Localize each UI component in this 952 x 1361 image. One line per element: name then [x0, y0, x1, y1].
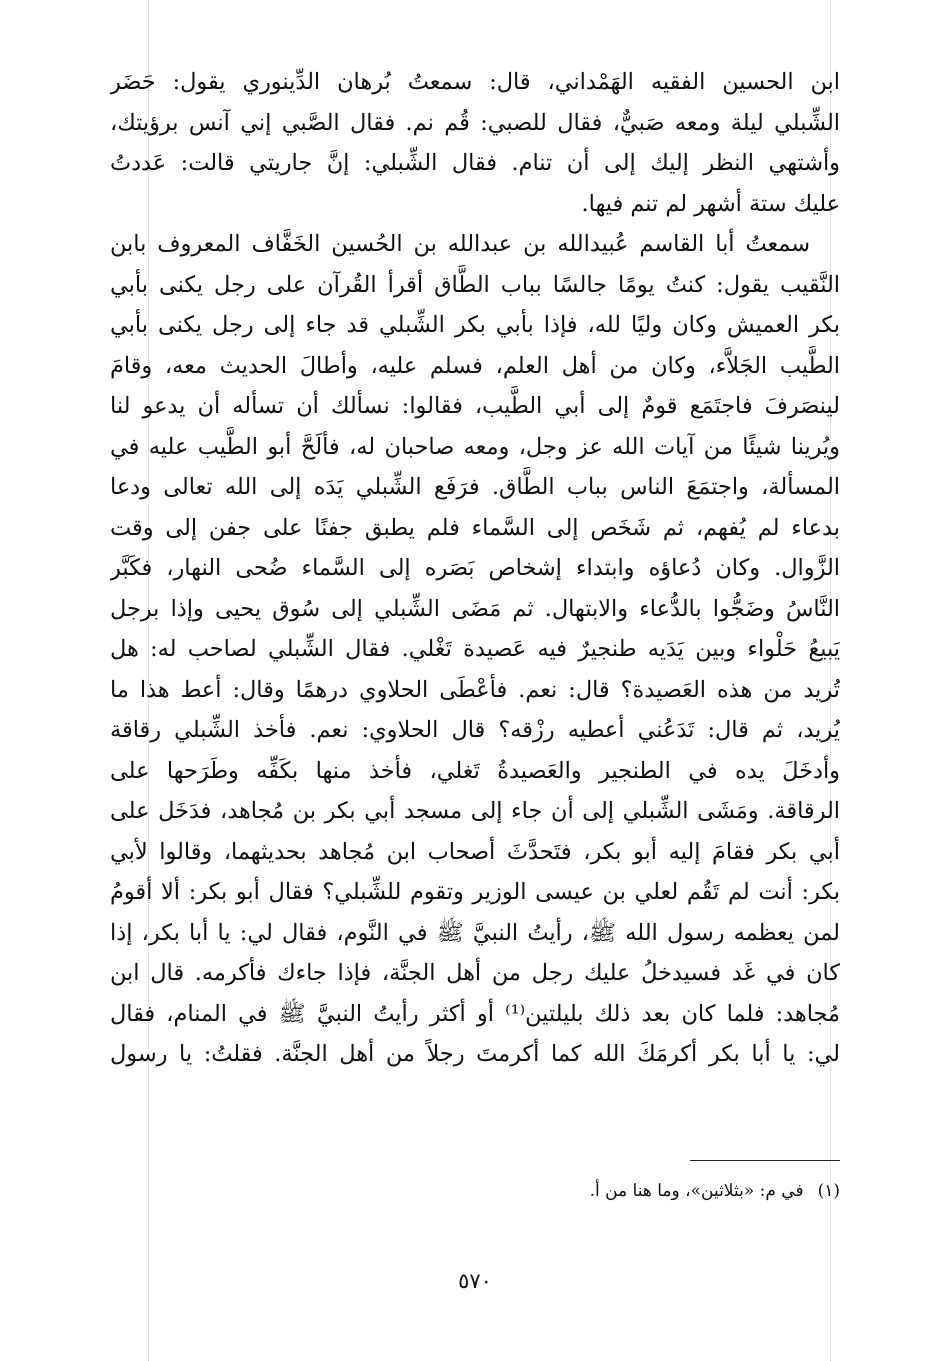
text-line: الزَّوال. وكان دُعاؤه وابتداء إشخاص بَصَره إلى السَّماء ضُحى النهار، فكَبَّر [110, 555, 840, 581]
text-line: الشِّبلي ليلة ومعه صَبيٌّ، فقال للصبي: قُم نم. فقال الصَّبي إني آنس برؤيتك، [110, 109, 840, 136]
text-line: يَبيعُ حَلْواء وبين يَدَيه طنجيرٌ فيه عَصيدة تَغْلي. فقال الشِّبلي لصاحب له: هل [110, 636, 840, 662]
text-line: كان في غَد فسيدخلُ عليك رجل من أهل الجنَّة، فإذا جاءك فأكرمه. قال ابن [110, 960, 840, 986]
text-line: ويُرينا شيئًا من آيات الله عز وجل، ومعه صاحبان له، فألَحَّ أبو الطَّيب عليه في [110, 433, 840, 460]
text-line: تُريد من هذه العَصيدة؟ قال: نعم. فأعْطَى الحلاوي درهمًا وقال: أعط هذا ما [110, 676, 840, 703]
text-line: يُريد، ثم قال: تَدَعُني أعطيه رزْقه؟ قال الحلاوي: نعم. فأخذ الشِّبلي رقاقة [110, 717, 840, 743]
text-line: عليك ستة أشهر لم تنم فيها. [581, 190, 840, 217]
text-line: لي: يا أبا بكر أكرمَكَ الله كما أكرمتَ رجلاً من أهل الجنَّة. فقلتُ: يا رسول [110, 1041, 840, 1067]
footnote-separator [690, 1160, 840, 1161]
text-line: مُجاهد: فلما كان بعد ذلك بليلتين⁽¹⁾ أو أكثر رأيتُ النبيَّ ﷺ في المنام، فقال [110, 1000, 840, 1027]
footnote-text: في م: «بثلاثين»، وما هنا من أ. [589, 1181, 804, 1201]
main-text-block [110, 62, 840, 1075]
text-line: النَّقيب يقول: كنتُ يومًا جالسًا بباب الطَّاق أقرأ القُرآن على رجل يكنى بأبي [110, 271, 840, 298]
text-line: لمن يعظمه رسول الله ﷺ، رأيتُ النبيَّ ﷺ في النَّوم، فقال لي: يا أبا بكر، إذا [110, 919, 840, 946]
text-line: النَّاسُ وضَجُّوا بالدُّعاء والابتهال. ثم مَضَى الشِّبلي إلى سُوق يحيى وإذا برجل [110, 595, 840, 622]
text-line: بدعاء لم يُفهم، ثم شَخَص إلى السَّماء فلم يطبق جفنًا على جفن إلى وقت [110, 514, 840, 541]
text-line: المسألة، واجتمَعَ الناس بباب الطَّاق. فرَفَع الشِّبلي يَدَه إلى الله تعالى ودعا [110, 474, 840, 500]
text-line: وأدخَلَ يده في الطنجير والعَصيدةُ تَغلي، فأخذ منها بكَفِّه وطَرَحها على [110, 757, 840, 784]
text-line: لينصَرفَ فاجتَمَع قومٌ إلى أبي الطَّيب، فقالوا: نسألك أن تسأله أن يدعو لنا [110, 393, 840, 419]
text-line: الطَّيب الجَلاَّء، وكان من أهل العلم، فسلم عليه، وأطالَ الحديث معه، وقامَ [110, 352, 840, 379]
footnote-number: (١) [817, 1181, 840, 1201]
text-line: ابن الحسين الفقيه الهَمْداني، قال: سمعتُ بُرهان الدِّينوري يقول: حَضَر [110, 69, 840, 95]
text-line: سمعتُ أبا القاسم عُبيدالله بن عبدالله بن الحُسين الخَفَّاف المعروف بابن [110, 231, 810, 257]
text-line: بكر: أنت لم تَقُم لعلي بن عيسى الوزير وتقوم للشِّبلي؟ فقال أبو بكر: ألا أقومُ [110, 879, 840, 905]
text-line: أبي بكر فقامَ إليه أبو بكر، فتَحدَّثَ أصحاب ابن مُجاهد بحديثهما، وقالوا لأبي [110, 838, 840, 865]
page-number: ٥٧٠ [458, 1269, 492, 1293]
text-line: الرقاقة. ومَشَى الشِّبلي إلى أن جاء إلى مسجد أبي بكر بن مُجاهد، فدَخَل على [110, 798, 840, 824]
text-line: وأشتهي النظر إليك إلى أن تنام. فقال الشِّبلي: إنَّ جاريتي قالت: عَددتُ [110, 150, 840, 176]
footnote [400, 1178, 840, 1204]
text-line: بكر العميش وكان وليًا لله، فإذا بأبي بكر الشِّبلي قد جاء إلى رجل يكنى بأبي [110, 312, 840, 338]
